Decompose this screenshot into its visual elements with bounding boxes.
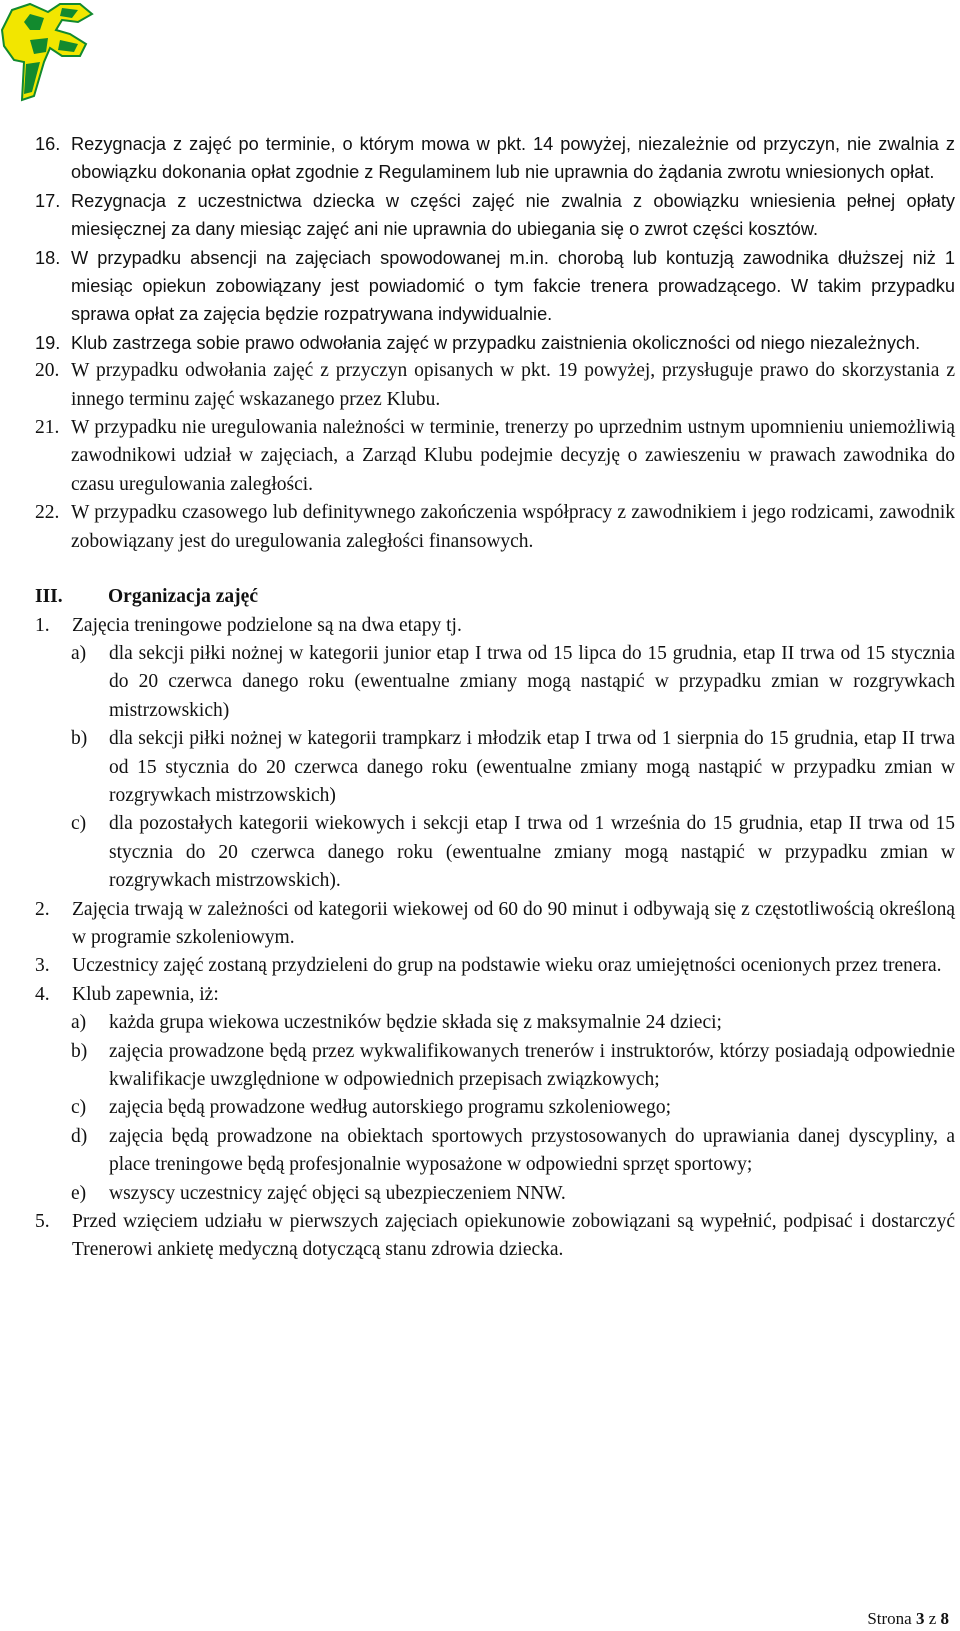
sub-letter: a) <box>71 642 87 664</box>
point-text: Zajęcia trwają w zależności od kategorii wiekowej od 60 do 90 minut i odbywają się z częstotliwością określoną w programie szkoleniowym. <box>72 898 955 948</box>
point-number: 4. <box>35 983 50 1005</box>
rule-text: W przypadku odwołania zajęć z przyczyn opisanych w pkt. 19 powyżej, przysługuje prawo do skorzystania z innego terminu zajęć wskazanego przez Klubu. <box>71 360 955 410</box>
rule-text: Rezygnacja z zajęć po terminie, o którym mowa w pkt. 14 powyżej, niezależnie od przyczyn, nie zwalnia z obowiązku dokonania opłat zgodnie z Regulaminem lub nie uprawnia do żądania zwrotu wniesionych opłat. <box>71 134 955 183</box>
sub-letter: a) <box>71 1012 87 1034</box>
org-point-1-c <box>71 810 955 895</box>
rule-number: 19. <box>35 332 61 353</box>
page-number <box>867 1609 949 1629</box>
page-prefix: Strona <box>867 1609 916 1628</box>
org-point-4-e <box>71 1180 955 1208</box>
rule-19 <box>35 329 955 357</box>
rule-number: 20. <box>35 360 60 382</box>
regulations-content <box>35 130 955 1265</box>
section-number: III. <box>35 586 63 608</box>
sub-text: zajęcia będą prowadzone według autorskiego programu szkoleniowego; <box>109 1097 672 1119</box>
sub-text: zajęcia prowadzone będą przez wykwalifikowanych trenerów i instruktorów, którzy posiadają odpowiednie kwalifikacje uwzględnione w odpowiednich przepisach związkowych; <box>109 1040 955 1090</box>
rule-17 <box>35 187 955 244</box>
rule-text: W przypadku czasowego lub definitywnego zakończenia współpracy z zawodnikiem i jego rodzicami, zawodnik zobowiązany jest do uregulowania zaległości finansowych. <box>71 502 955 552</box>
org-point-5 <box>35 1208 955 1265</box>
rule-text: Klub zastrzega sobie prawo odwołania zajęć w przypadku zaistnienia okoliczności od niego niezależnych. <box>71 332 921 353</box>
org-point-1-a <box>71 640 955 725</box>
sub-text: wszyscy uczestnicy zajęć objęci są ubezpieczeniem NNW. <box>109 1182 566 1204</box>
sub-letter: d) <box>71 1125 88 1147</box>
org-point-4-c <box>71 1094 955 1122</box>
point-text: Klub zapewnia, iż: <box>72 983 219 1005</box>
section-title: Organizacja zajęć <box>108 586 258 608</box>
org-point-4 <box>35 981 955 1009</box>
rule-number: 17. <box>35 190 61 211</box>
org-point-1-b <box>71 725 955 810</box>
sub-letter: c) <box>71 1097 87 1119</box>
point-text: Uczestnicy zajęć zostaną przydzieleni do grup na podstawie wieku oraz umiejętności ocenionych przez trenera. <box>72 955 942 977</box>
sub-text: dla sekcji piłki nożnej w kategorii junior etap I trwa od 15 lipca do 15 grudnia, etap II trwa od 15 stycznia do 20 czerwca danego roku (ewentualne zmiany mogą nastąpić w przypadku zmian w rozgrywkach mistrzowskich) <box>109 642 955 721</box>
point-number: 3. <box>35 955 50 977</box>
sub-text: każda grupa wiekowa uczestników będzie składa się z maksymalnie 24 dzieci; <box>109 1012 722 1034</box>
rule-text: Rezygnacja z uczestnictwa dziecka w części zajęć nie zwalnia z obowiązku wniesienia pełnej opłaty miesięcznej za dany miesiąc zajęć ani nie uprawnia do ubiegania się o zwrot części kosztów. <box>71 190 955 240</box>
rule-number: 16. <box>35 134 61 154</box>
point-number: 1. <box>35 614 50 636</box>
sub-letter: b) <box>71 1040 88 1062</box>
rule-20 <box>35 357 955 414</box>
org-point-4-b <box>71 1038 955 1095</box>
sub-letter: b) <box>71 728 88 750</box>
sub-text: dla sekcji piłki nożnej w kategorii trampkarz i młodzik etap I trwa od 1 sierpnia do 15 grudnia, etap II trwa od 15 stycznia do 20 czerwca danego roku (ewentualne zmiany mogą nastąpić w przypadku zmian w rozgrywkach mistrzowskich) <box>109 728 955 806</box>
rule-text: W przypadku nie uregulowania należności w terminie, trenerzy po uprzednim ustnym upomnieniu uniemożliwią zawodnikowi udział w zajęciach, a Zarząd Klubu podejmie decyzję o zawieszeniu w prawach zawodnika do czasu uregulowania zaległości. <box>71 417 955 495</box>
current-page: 3 <box>915 1609 925 1628</box>
club-logo <box>0 0 96 104</box>
rule-number: 21. <box>35 417 60 439</box>
sub-letter: c) <box>71 813 87 835</box>
rule-number: 22. <box>35 502 60 524</box>
org-point-2 <box>35 896 955 953</box>
point-text: Przed wzięciem udziału w pierwszych zajęciach opiekunowie zobowiązani są wypełnić, podpisać i dostarczyć Trenerowi ankietę medyczną dotyczącą stanu zdrowia dziecka. <box>72 1211 955 1261</box>
rule-18 <box>35 244 955 329</box>
org-point-3 <box>35 952 955 980</box>
point-number: 5. <box>35 1211 50 1233</box>
point-number: 2. <box>35 898 50 920</box>
point-text: Zajęcia treningowe podzielone są na dwa etapy tj. <box>72 614 462 636</box>
total-pages: 8 <box>940 1609 949 1628</box>
org-point-1 <box>35 612 955 640</box>
page-separator: z <box>924 1609 941 1628</box>
rule-22 <box>35 499 955 556</box>
sub-letter: e) <box>71 1182 87 1204</box>
rule-16 <box>35 130 955 187</box>
rule-21 <box>35 414 955 499</box>
org-point-4-a <box>71 1009 955 1037</box>
sub-text: dla pozostałych kategorii wiekowych i sekcji etap I trwa od 1 września do 15 grudnia, etap II trwa od 15 stycznia do 20 czerwca danego roku (ewentualne zmiany mogą nastąpić w przypadku zmian w rozgrywkach mistrzowskich). <box>109 813 955 892</box>
rule-text: W przypadku absencji na zajęciach spowodowanej m.in. chorobą lub kontuzją zawodnika dłuższej niż 1 miesiąc opiekun zobowiązany jest powiadomić o tym fakcie trenera prowadzącego. W takim przypadku sprawa opłat za zajęcia będzie rozpatrywana indywidualnie. <box>71 247 955 325</box>
org-point-4-d <box>71 1123 955 1180</box>
rule-number: 18. <box>35 247 61 268</box>
section-heading <box>35 583 955 611</box>
sub-text: zajęcia będą prowadzone na obiektach sportowych przystosowanych do uprawiania danej dyscypliny, a place treningowe będą profesjonalnie wyposażone w odpowiedni sprzęt sportowy; <box>109 1125 955 1176</box>
